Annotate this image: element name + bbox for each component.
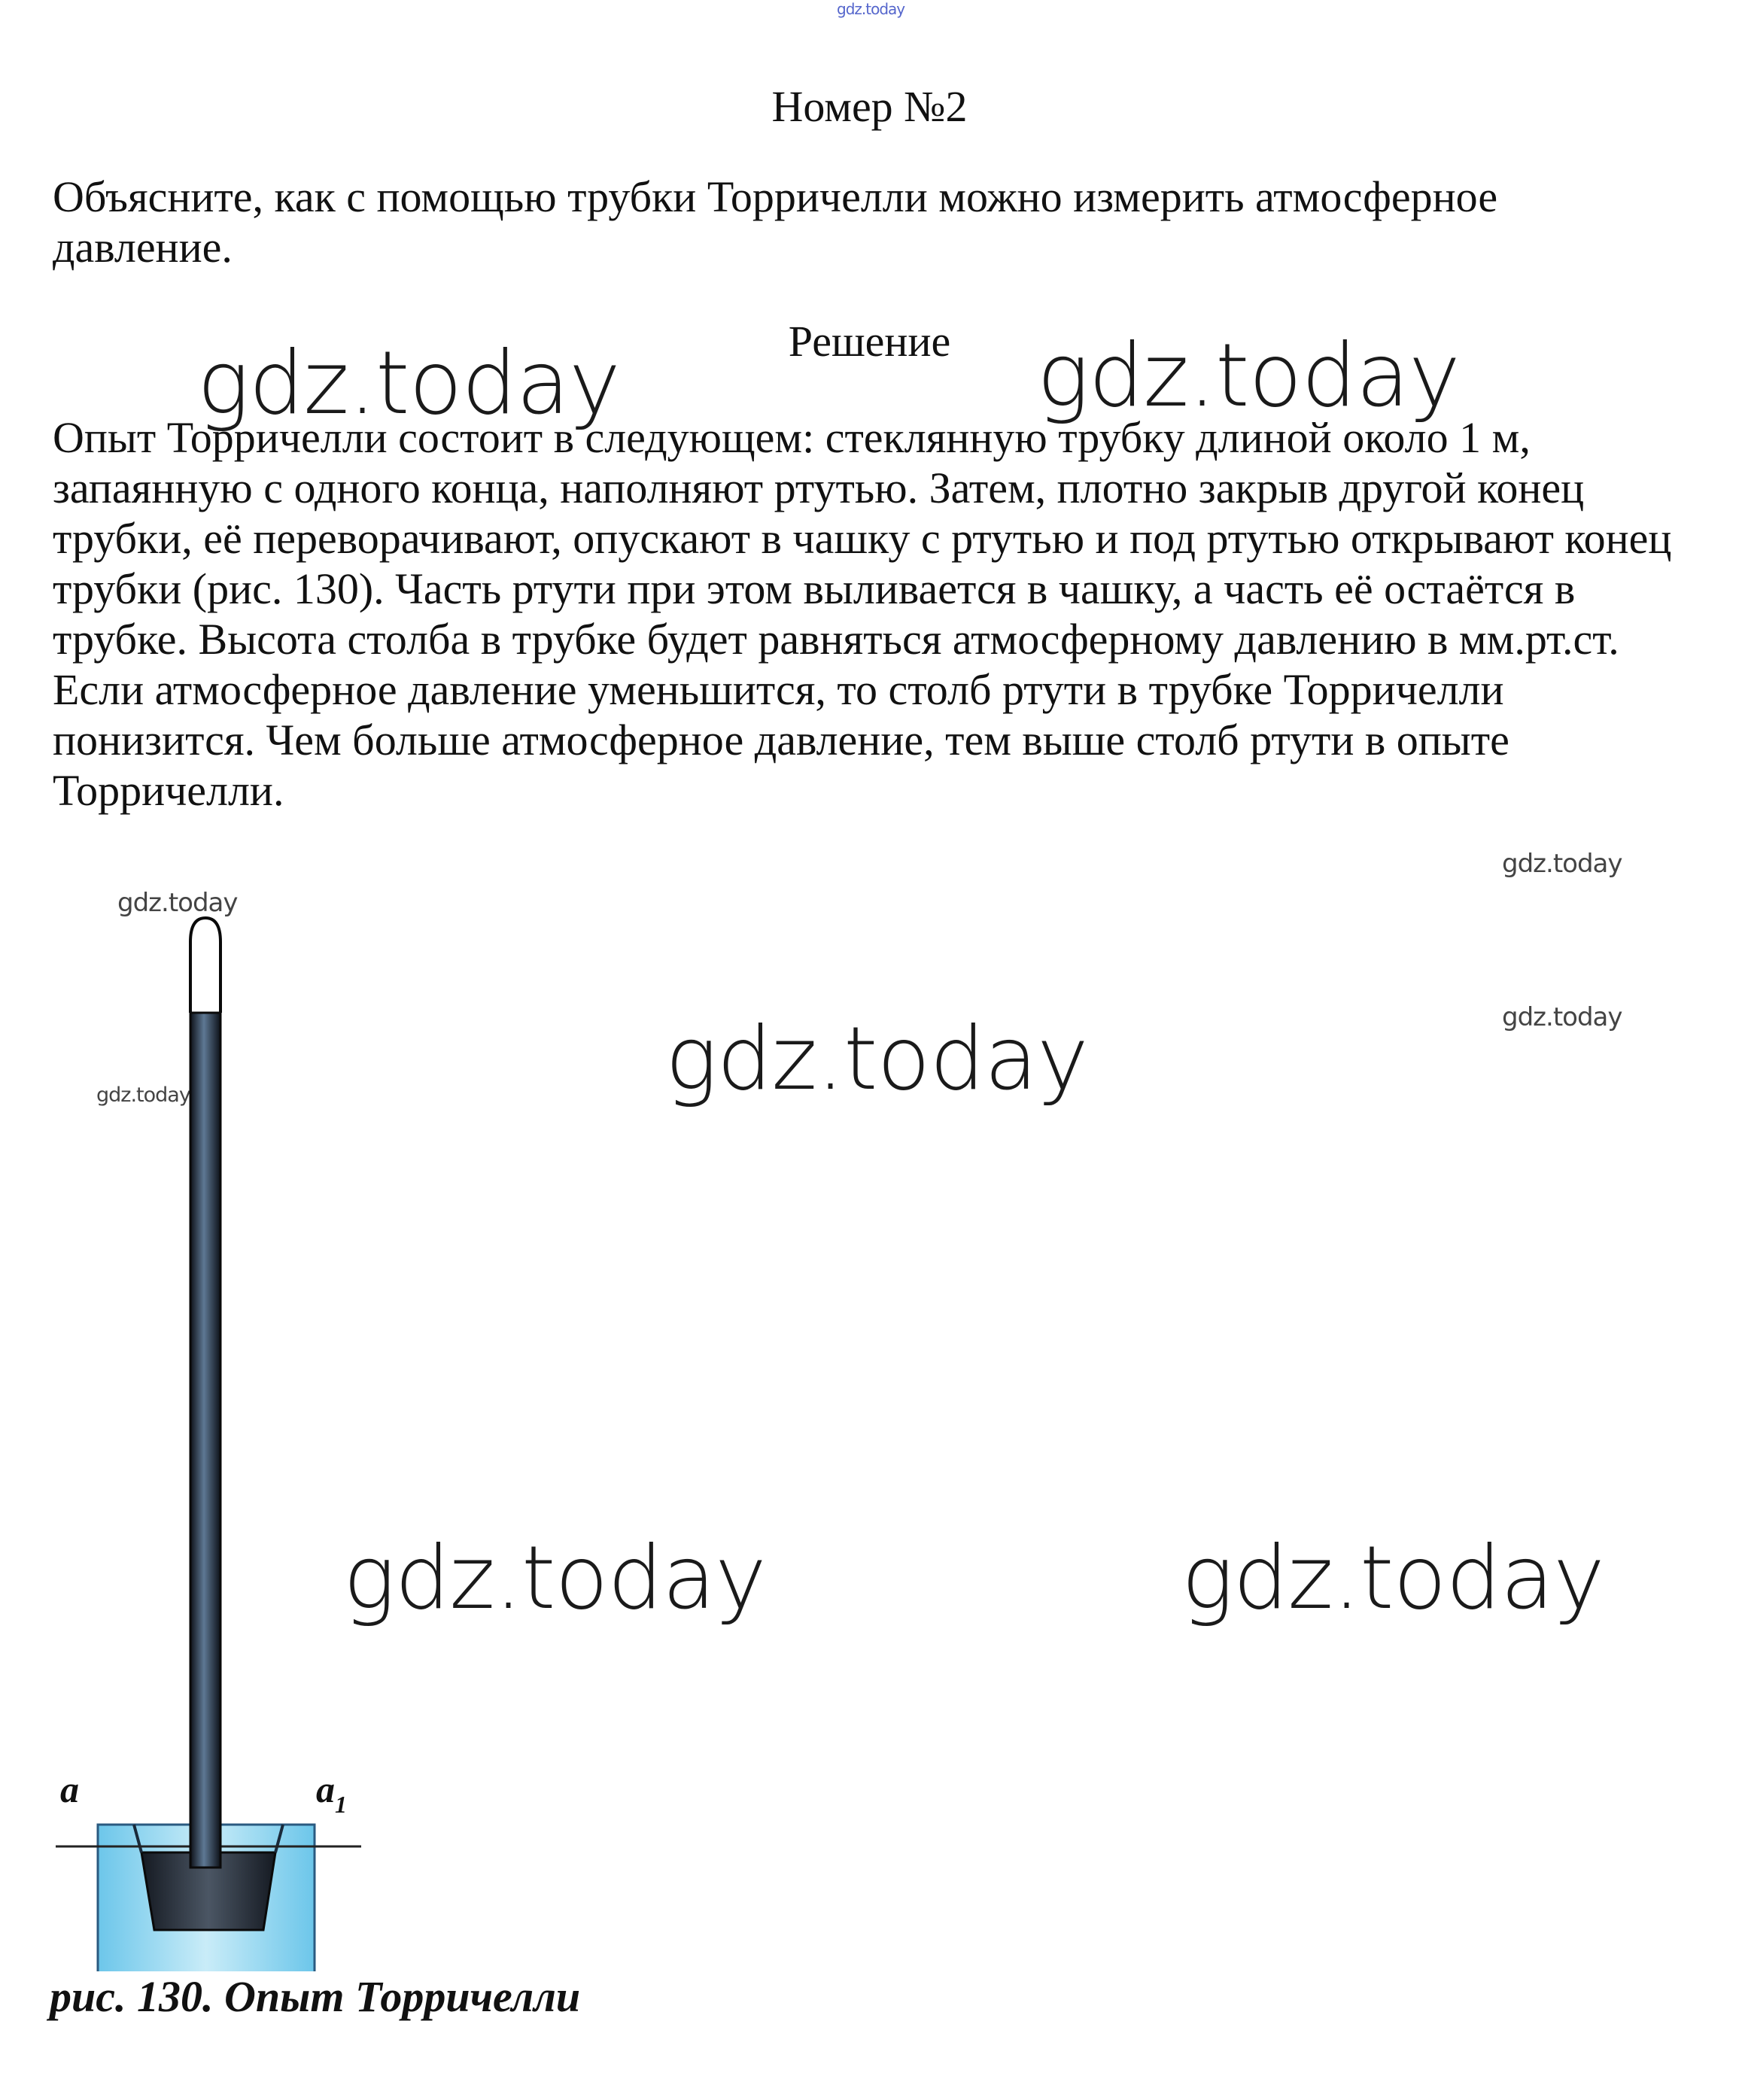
mercury-column — [190, 1013, 220, 1868]
figure-caption: рис. 130. Опыт Торричелли — [50, 1972, 581, 2021]
solution-body — [53, 412, 1701, 816]
torricelli-diagram — [45, 903, 376, 1971]
tube-glass-top — [190, 918, 220, 1013]
torricelli-figure — [45, 903, 376, 1971]
page-title: Номер №2 — [771, 82, 968, 131]
watermark-small-2: gdz.today — [117, 888, 238, 918]
watermark-big-2: gdz.today — [1037, 325, 1460, 427]
label-a: a — [60, 1768, 79, 1810]
label-a1: $a_1$ — [316, 1768, 347, 1818]
solution-paragraph-2: Если атмосферное давление уменьшится, то столб ртути в трубке Торричелли понизится. Чем больше атмосферное давление, тем выше столб ртути в опыте Торричелли. — [53, 665, 1509, 815]
watermark-big-1: gdz.today — [197, 333, 620, 434]
solution-heading: Решение — [788, 317, 951, 366]
watermark-big-5: gdz.today — [1181, 1527, 1604, 1629]
solution-paragraph-1: Опыт Торричелли состоит в следующем: стеклянную трубку длиной около 1 м, запаянную с одного конца, наполняют ртутью. Затем, плотно закрыв другой конец трубки, её переворачивают, опускают в чашку с ртутью и под ртутью открывают конец трубки (рис. 130). Часть ртути при этом выливается в чашку, а часть её остаётся в трубке. Высота столба в трубке будет равняться атмосферному давлению в мм.рт.ст. — [53, 413, 1672, 664]
watermark-small-3: gdz.today — [1502, 1002, 1622, 1032]
watermark-top: gdz.today — [837, 0, 905, 18]
watermark-small-1: gdz.today — [1502, 849, 1622, 879]
question-text: Объясните, как с помощью трубки Торричелли можно измерить атмосферное давление. — [53, 172, 1498, 272]
watermark-big-3: gdz.today — [665, 1008, 1088, 1110]
watermark-small-4: gdz.today — [96, 1083, 190, 1107]
watermark-big-4: gdz.today — [343, 1527, 766, 1629]
